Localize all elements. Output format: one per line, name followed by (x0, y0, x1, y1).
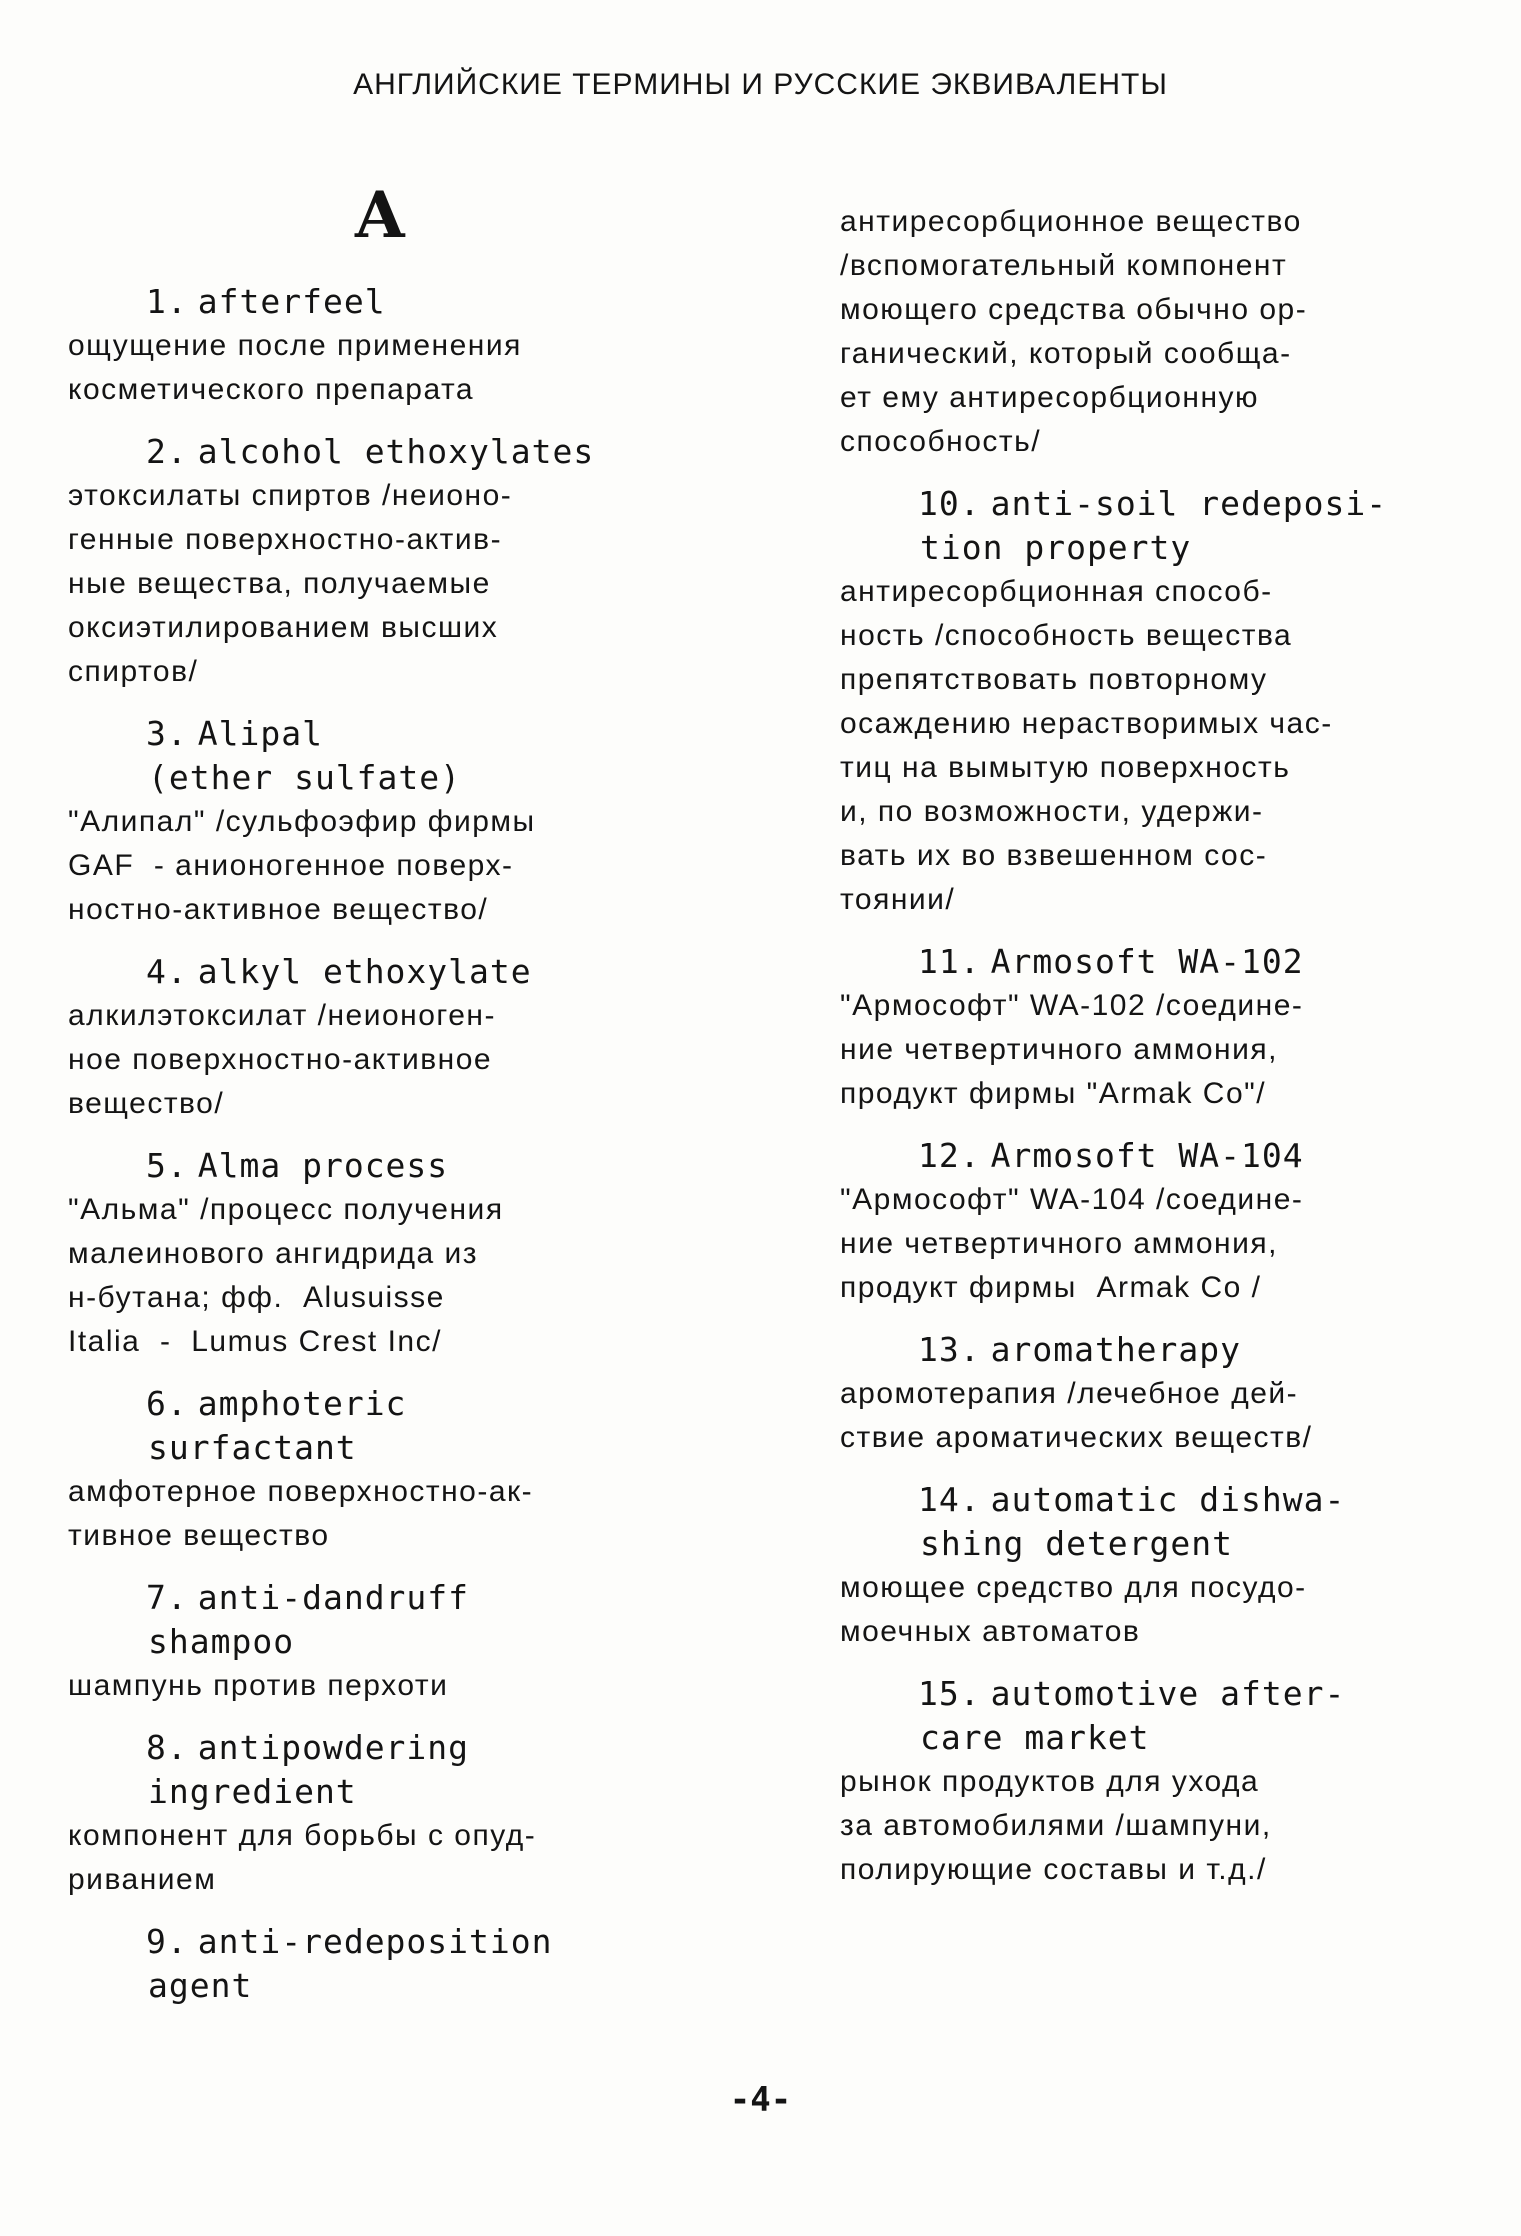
entry-term (840, 1478, 1470, 1566)
entry-term-text: alkyl ethoxylate (197, 952, 532, 991)
glossary-entry (840, 1134, 1470, 1310)
entry-definition: "Армософт" WA-104 /соедине- ние четвертичного аммония, продукт фирмы Armak Co / (840, 1183, 1304, 1304)
entry-definition: ощущение после применения косметического препарата (68, 329, 522, 406)
entry-definition: аромотерапия /лечебное дей- ствие ароматических веществ/ (840, 1377, 1313, 1454)
glossary-entry (68, 1382, 688, 1558)
entry-term (68, 280, 688, 324)
glossary-entry (840, 1672, 1470, 1892)
entry-term (840, 1328, 1470, 1372)
entry-term (68, 712, 688, 800)
glossary-entry (68, 280, 688, 412)
glossary-entry (840, 1328, 1470, 1460)
entry-number: 14. (918, 1480, 981, 1519)
entry-definition: амфотерное поверхностно-ак- тивное вещество (68, 1475, 534, 1552)
entry-term-text: aromatherapy (990, 1330, 1242, 1369)
glossary-entry (68, 1144, 688, 1364)
glossary-entry (68, 430, 688, 694)
left-column (68, 280, 688, 2026)
entry-term-text: antipowdering ingredient (148, 1728, 470, 1811)
entry-term (68, 1726, 688, 1814)
glossary-entry (840, 482, 1470, 922)
entry-definition: "Альма" /процесс получения малеинового ангидрида из н-бутана; фф. Alusuisse Italia - Lumus Crest Inc/ (68, 1193, 504, 1358)
entry-term (68, 1144, 688, 1188)
glossary-entry (68, 1576, 688, 1708)
glossary-entry (68, 950, 688, 1126)
entry-term-text: Armosoft WA-102 (990, 942, 1304, 981)
entry-number: 12. (918, 1136, 981, 1175)
entry-term (68, 1382, 688, 1470)
right-column (840, 200, 1470, 1910)
entry-definition: "Армософт" WA-102 /соедине- ние четвертичного аммония, продукт фирмы "Armak Co"/ (840, 989, 1304, 1110)
entry-definition: компонент для борьбы с опуд- риванием (68, 1819, 537, 1896)
glossary-entry (68, 1726, 688, 1902)
glossary-entry (840, 200, 1470, 464)
entry-term-text: Armosoft WA-104 (990, 1136, 1304, 1175)
entry-term (840, 1134, 1470, 1178)
entry-number: 6. (146, 1384, 188, 1423)
entry-definition: рынок продуктов для ухода за автомобилями /шампуни, полирующие составы и т.д./ (840, 1765, 1272, 1886)
entry-term-text: anti-dandruff shampoo (148, 1578, 470, 1661)
entry-term (840, 1672, 1470, 1760)
entry-term-text: anti-redeposition agent (148, 1922, 553, 2005)
entry-term (840, 940, 1470, 984)
entry-term-text: anti-soil redeposi- tion property (920, 484, 1388, 567)
entry-term-text: alcohol ethoxylates (197, 432, 595, 471)
entry-term (68, 950, 688, 994)
entry-number: 4. (146, 952, 188, 991)
entry-term-text: Alipal (ether sulfate) (148, 714, 462, 797)
entry-number: 9. (146, 1922, 188, 1961)
entry-term-text: automatic dishwa- shing detergent (920, 1480, 1346, 1563)
entry-term (68, 1920, 688, 2008)
entry-definition: антиресорбционная способ- ность /способность вещества препятствовать повторному осаждению нерастворимых час- тиц на вымытую поверхность и, по возможности, удержи- вать их во взвешенном сос- тоянии/ (840, 575, 1333, 916)
entry-definition: этоксилаты спиртов /неионо- генные поверхностно-актив- ные вещества, получаемые оксиэтилированием высших спиртов/ (68, 479, 513, 688)
entry-definition: моющее средство для посудо- моечных автоматов (840, 1571, 1307, 1648)
entry-number: 3. (146, 714, 188, 753)
glossary-entry (68, 712, 688, 932)
entry-term (68, 430, 688, 474)
entry-number: 13. (918, 1330, 981, 1369)
entry-definition: шампунь против перхоти (68, 1669, 449, 1702)
entry-term (840, 482, 1470, 570)
entry-number: 8. (146, 1728, 188, 1767)
glossary-entry (68, 1920, 688, 2008)
entry-term-text: automotive after- care market (920, 1674, 1346, 1757)
entry-number: 1. (146, 282, 188, 321)
entry-number: 11. (918, 942, 981, 981)
entry-definition: антиресорбционное вещество /вспомогательный компонент моющего средства обычно ор- ганический, который сообща- ет ему антиресорбционную способность/ (840, 205, 1308, 458)
entry-term-text: amphoteric surfactant (148, 1384, 407, 1467)
page-title: АНГЛИЙСКИЕ ТЕРМИНЫ И РУССКИЕ ЭКВИВАЛЕНТЫ (353, 68, 1168, 101)
entry-term (68, 1576, 688, 1664)
page-number: -4- (729, 2080, 792, 2120)
entry-number: 2. (146, 432, 188, 471)
entry-term-text: afterfeel (197, 282, 386, 321)
entry-definition: алкилэтоксилат /неионоген- ное поверхностно-активное вещество/ (68, 999, 496, 1120)
entry-definition: "Алипал" /сульфоэфир фирмы GAF - анионогенное поверх- ностно-активное вещество/ (68, 805, 536, 926)
glossary-entry (840, 940, 1470, 1116)
entry-number: 7. (146, 1578, 188, 1617)
entry-number: 10. (918, 484, 981, 523)
entry-number: 15. (918, 1674, 981, 1713)
glossary-entry (840, 1478, 1470, 1654)
section-letter: A (355, 178, 405, 253)
entry-number: 5. (146, 1146, 188, 1185)
entry-term-text: Alma process (197, 1146, 449, 1185)
